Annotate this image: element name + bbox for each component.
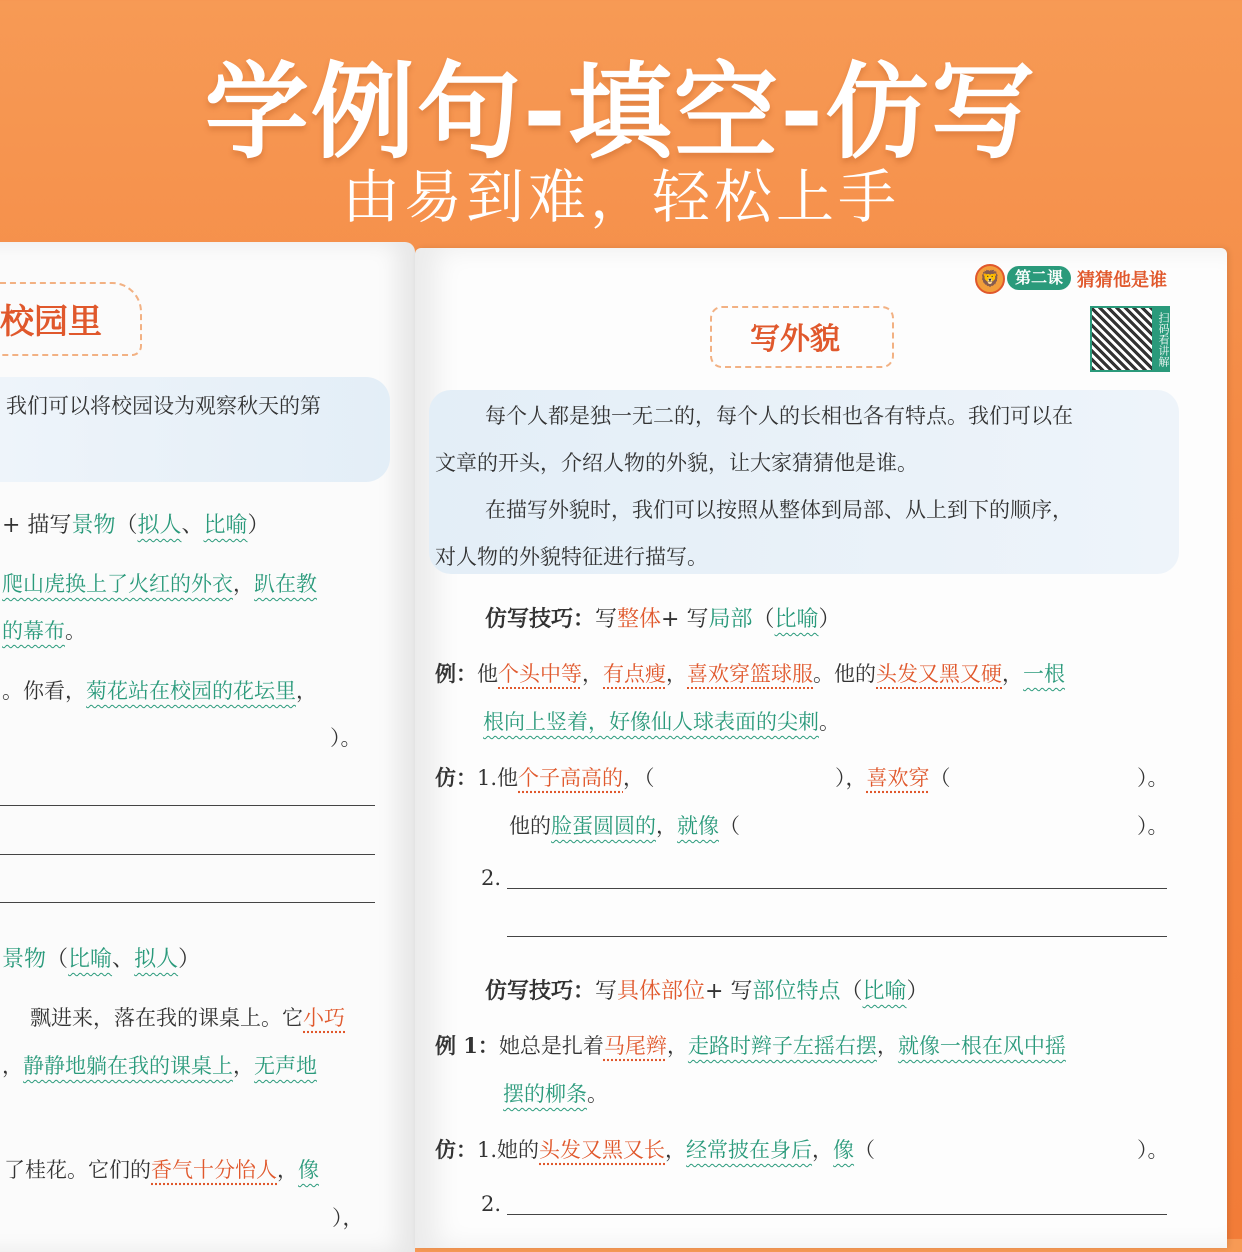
left-tip-1: + 描写景物（拟人、比喻） (2, 513, 270, 538)
intro-paragraph-1-line-1: 每个人都是独一无二的，每个人的长相也各有特点。我们可以在 (485, 404, 1073, 428)
lesson-title: 猜猜他是谁 (1077, 270, 1167, 291)
imitation-1-item-1-mid: ），喜欢穿（ (835, 766, 951, 790)
subheadline: 由易到难，轻松上手 (341, 163, 900, 231)
left-tip-2: 景物（比喻、拟人） (2, 947, 201, 972)
left-writing-line-2[interactable] (0, 854, 375, 855)
left-example-2-line-1: 飘进来，落在我的课桌上。它小巧 (30, 1006, 345, 1030)
imitation-1-item-1-line-2: 他的脸蛋圆圆的，就像（ (509, 814, 740, 838)
example-2-line-1: 例 1：她总是扎着马尾辫，走路时辫子左摇右摆，就像一根在风中摇 (435, 1033, 1066, 1058)
imitation-1-writing-line-2[interactable] (507, 936, 1167, 937)
imitation-1-item-1-line-2-end: ）。 (1137, 814, 1169, 838)
imitation-tip-2: 仿写技巧：写具体部位+ 写部位特点（比喻） (485, 979, 929, 1004)
imitation-2-item-1-end: ）。 (1137, 1138, 1169, 1162)
headline: 学例句-填空-仿写 (204, 51, 1038, 173)
left-example-1-line-2: 的幕布。 (2, 619, 86, 643)
left-example-2-line-2: ，静静地躺在我的课桌上，无声地 (2, 1054, 317, 1078)
imitation-1-writing-line-1[interactable] (507, 888, 1167, 889)
example-2-line-2: 摆的柳条。 (503, 1082, 608, 1106)
imitation-1-item-1: 仿：1.他个子高高的，（ (435, 765, 655, 790)
imitation-2-writing-line-1[interactable] (507, 1214, 1167, 1215)
intro-paragraph-2-line-2: 对人物的外貌特征进行描写。 (435, 545, 708, 569)
lion-icon: 🦁 (975, 264, 1005, 294)
left-page (0, 242, 415, 1252)
imitation-tip-1: 仿写技巧：写整体+ 写局部（比喻） (485, 607, 841, 632)
imitation-1-item-1-end: ）。 (1137, 766, 1169, 790)
lesson-badge: 第二课 (1007, 266, 1071, 290)
left-example-1-line-1: 爬山虎换上了火红的外衣，趴在教 (2, 572, 317, 596)
example-1-line-1: 例：他个头中等，有点瘦，喜欢穿篮球服。他的头发又黑又硬，一根 (435, 661, 1065, 686)
qr-code[interactable] (1090, 306, 1156, 372)
imitation-2-item-2-number: 2. (481, 1192, 502, 1216)
left-fill-1-line-1: 。你看，菊花站在校园的花坛里， (2, 679, 317, 703)
imitation-1-item-2-number: 2. (481, 866, 502, 890)
left-intro-text: 我们可以将校园设为观察秋天的第 (6, 394, 321, 418)
left-writing-line-3[interactable] (0, 902, 375, 903)
left-writing-line-1[interactable] (0, 805, 375, 806)
qr-tag: 扫码看讲解 (1152, 306, 1170, 372)
left-example-3-line-1: 了桂花。它们的香气十分怡人，像 (4, 1158, 319, 1182)
left-section-title: 校园里 (0, 302, 102, 342)
left-example-3-line-2: ）， (332, 1206, 364, 1230)
intro-paragraph-1-line-2: 文章的开头，介绍人物的外貌，让大家猜猜他是谁。 (435, 451, 918, 475)
right-page (415, 248, 1227, 1248)
intro-paragraph-2-line-1: 在描写外貌时，我们可以按照从整体到局部、从上到下的顺序， (485, 498, 1073, 522)
section-title: 写外貌 (750, 322, 840, 357)
example-1-line-2: 根向上竖着，好像仙人球表面的尖刺。 (483, 710, 840, 734)
imitation-2-item-1: 仿：1.她的头发又黑又长，经常披在身后，像（ (435, 1137, 876, 1162)
left-fill-1-line-2: ）。 (330, 726, 362, 750)
